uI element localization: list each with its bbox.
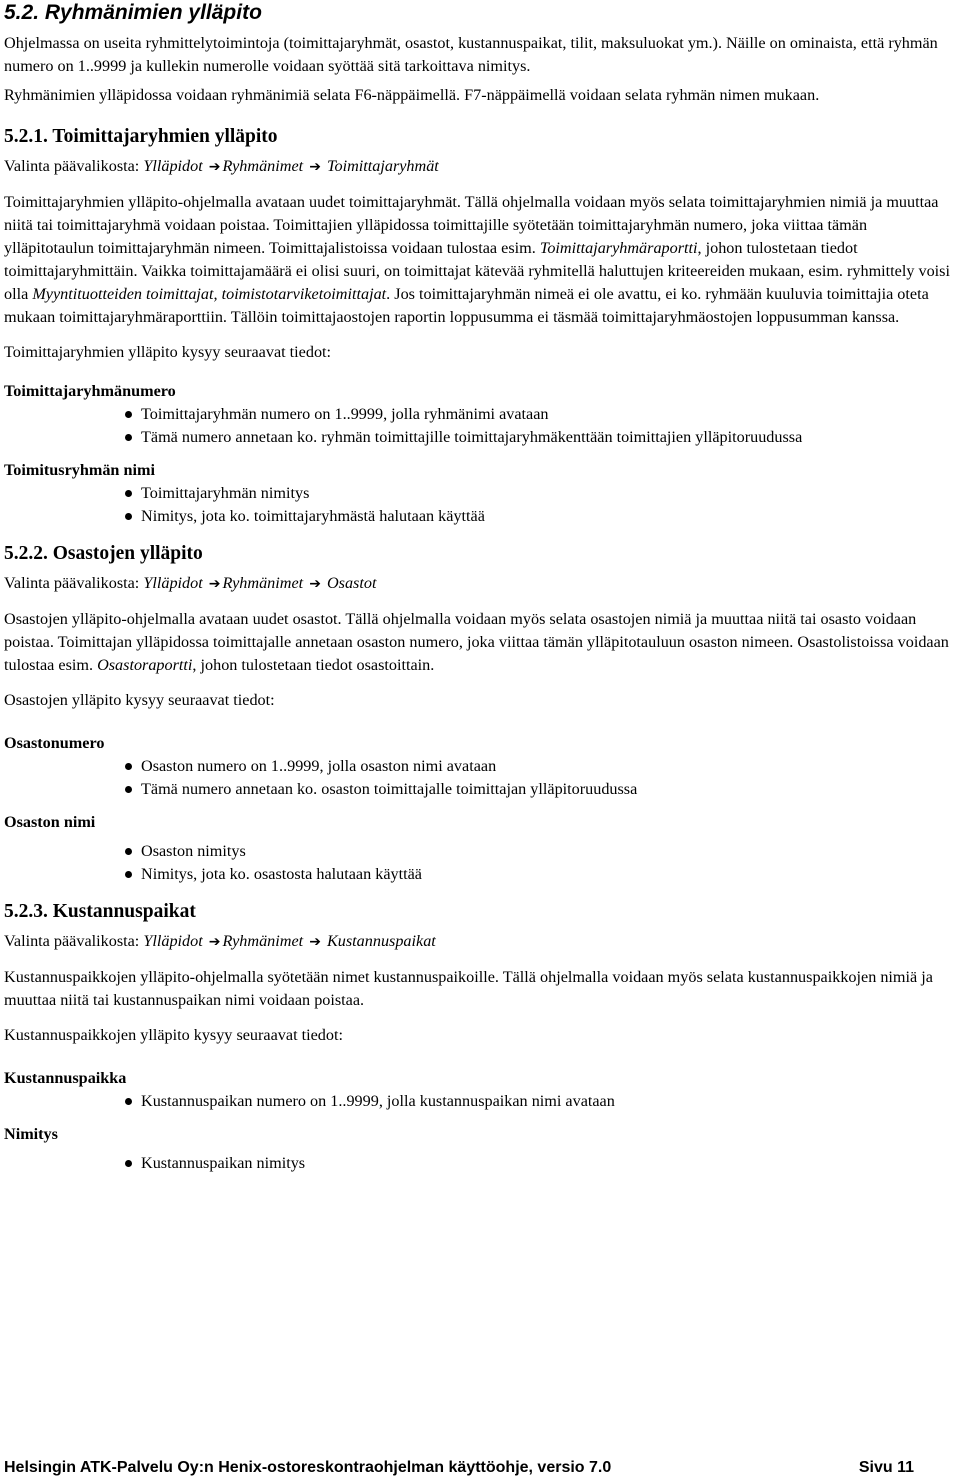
list-item: Tämä numero annetaan ko. osaston toimittajalle toimittajan ylläpitoruudussa: [125, 778, 954, 801]
subsection-title-osastot: 5.2.2. Osastojen ylläpito: [4, 543, 203, 564]
arrow-right-icon: ➔: [309, 576, 321, 592]
menu-prefix: Valinta päävalikosta:: [4, 932, 140, 950]
menu-item: Toimittajaryhmät: [326, 157, 439, 175]
menu-item: Ylläpidot: [143, 574, 203, 592]
fields-intro: Osastojen ylläpito kysyy seuraavat tiedot:: [4, 691, 275, 709]
footer-title: Helsingin ATK-Palvelu Oy:n Henix-ostoreskontraohjelman käyttöohje, versio 7.0: [4, 1459, 612, 1476]
report-name: Osastoraportti: [97, 656, 193, 674]
document-page: [4, 0, 954, 1175]
list-item: Nimitys, jota ko. osastosta halutaan käyttää: [125, 863, 954, 886]
arrow-right-icon: ➔: [309, 159, 321, 175]
body-text: . Jos toimittajaryhmän nimeä ei ole avattu, ei ko. ryhmään kuuluvia toimittajia oteta mukaan toimittajaryhmäraporttiin. Tällöin toimittajaostojen raportin loppusumma ei täsmää toimittajaryhmäostojen loppusumman kanssa.: [4, 285, 929, 326]
body-paragraph: Kustannuspaikkojen ylläpito-ohjelmalla syötetään nimet kustannuspaikoille. Tällä ohjelmalla voidaan myös selata kustannuspaikkojen nimiä ja muuttaa niitä tai kustannuspaikan nimi voidaan poistaa.: [4, 968, 933, 1009]
field-label: Osastonumero: [4, 734, 105, 752]
menu-item: Osastot: [326, 574, 377, 592]
menu-path: [4, 930, 954, 954]
menu-item: Kustannuspaikat: [326, 932, 436, 950]
page-number: Sivu 11: [858, 1459, 914, 1476]
menu-item: Ryhmänimet: [222, 574, 304, 592]
arrow-right-icon: ➔: [208, 159, 221, 175]
menu-item: Ryhmänimet: [222, 157, 304, 175]
body-text: , johon tulostetaan tiedot osastoittain.: [192, 656, 435, 674]
list-item: Osaston numero on 1..9999, jolla osaston nimi avataan: [125, 755, 954, 778]
menu-path: [4, 155, 954, 179]
intro-paragraph-2: Ryhmänimien ylläpidossa voidaan ryhmänimiä selata F6-näppäimellä. F7-näppäimellä voidaan selata ryhmän nimen mukaan.: [4, 86, 820, 104]
bullet-list: [4, 403, 954, 449]
intro-paragraph: Ohjelmassa on useita ryhmittelytoimintoja (toimittajaryhmät, osastot, kustannuspaikat, tilit, maksuluokat ym.). Näille on ominaista, että ryhmän numero on 1..9999 ja kullekin numerolle voidaan syöttää sitä tarkoittava nimitys.: [4, 34, 938, 75]
menu-prefix: Valinta päävalikosta:: [4, 157, 140, 175]
menu-prefix: Valinta päävalikosta:: [4, 574, 140, 592]
bullet-list: [4, 755, 954, 801]
fields-intro: Toimittajaryhmien ylläpito kysyy seuraavat tiedot:: [4, 343, 332, 361]
field-label: Osaston nimi: [4, 813, 96, 831]
list-item: Toimittajaryhmän nimitys: [125, 482, 954, 505]
list-item: Tämä numero annetaan ko. ryhmän toimittajille toimittajaryhmäkenttään toimittajien ylläpitoruudussa: [125, 426, 954, 449]
field-label: Toimittajaryhmänumero: [4, 382, 176, 400]
field-label: Kustannuspaikka: [4, 1069, 127, 1087]
example-groups: Myyntituotteiden toimittajat, toimistotarviketoimittajat: [32, 285, 387, 303]
body-text: Osastojen ylläpito-ohjelmalla avataan uudet osastot. Tällä ohjelmalla voidaan myös selata osastojen nimiä ja muuttaa niitä tai osasto voidaan poistaa. Toimittajan ylläpidossa toimittajalle annetaan osaston numero, joka viittaa tämän ylläpitotauluun osaston nimeen. Osastolistoissa voidaan tulostaa esim.: [4, 610, 949, 674]
list-item: Osaston nimitys: [125, 840, 954, 863]
arrow-right-icon: ➔: [208, 576, 221, 592]
bullet-list: [4, 840, 954, 886]
body-text: , johon tulostetaan tiedot toimittajaryhmittäin. Vaikka toimittajamäärä ei olisi suuri, on toimittajat kätevää ryhmitellä haluttujen kriteereiden mukaan, esim. ryhmittely voisi olla: [4, 239, 950, 303]
arrow-right-icon: ➔: [309, 934, 321, 950]
subsection-title-kustannuspaikat: 5.2.3. Kustannuspaikat: [4, 901, 196, 922]
bullet-list: [4, 1090, 954, 1113]
list-item: Nimitys, jota ko. toimittajaryhmästä halutaan käyttää: [125, 505, 954, 528]
field-label: Toimitusryhmän nimi: [4, 461, 155, 479]
fields-intro: Kustannuspaikkojen ylläpito kysyy seuraavat tiedot:: [4, 1026, 343, 1044]
list-item: Kustannuspaikan numero on 1..9999, jolla kustannuspaikan nimi avataan: [125, 1090, 954, 1113]
report-name: Toimittajaryhmäraportti: [539, 239, 698, 257]
body-paragraph: [4, 608, 954, 677]
bullet-list: [4, 482, 954, 528]
field-label: Nimitys: [4, 1125, 58, 1143]
menu-path: [4, 572, 954, 596]
menu-item: Ylläpidot: [143, 157, 203, 175]
list-item: Toimittajaryhmän numero on 1..9999, jolla ryhmänimi avataan: [125, 403, 954, 426]
bullet-list: [4, 1152, 954, 1175]
arrow-right-icon: ➔: [208, 934, 221, 950]
body-text: Toimittajaryhmien ylläpito-ohjelmalla avataan uudet toimittajaryhmät. Tällä ohjelmalla voidaan myös selata toimittajaryhmien nimiä ja muuttaa niitä tai toimittajaryhmä voidaan poistaa. Toimittajien ylläpidossa toimittajille syötetään toimittajaryhmän numero, joka viittaa tämän ylläpitotaulun toimittajaryhmän nimeen. Toimittajalistoissa voidaan tulostaa esim.: [4, 193, 939, 257]
section-title: 5.2. Ryhmänimien ylläpito: [4, 1, 262, 24]
list-item: Kustannuspaikan nimitys: [125, 1152, 954, 1175]
menu-item: Ylläpidot: [143, 932, 203, 950]
body-paragraph: [4, 191, 954, 329]
subsection-title-toimittajaryhmat: 5.2.1. Toimittajaryhmien ylläpito: [4, 126, 278, 147]
menu-item: Ryhmänimet: [222, 932, 304, 950]
